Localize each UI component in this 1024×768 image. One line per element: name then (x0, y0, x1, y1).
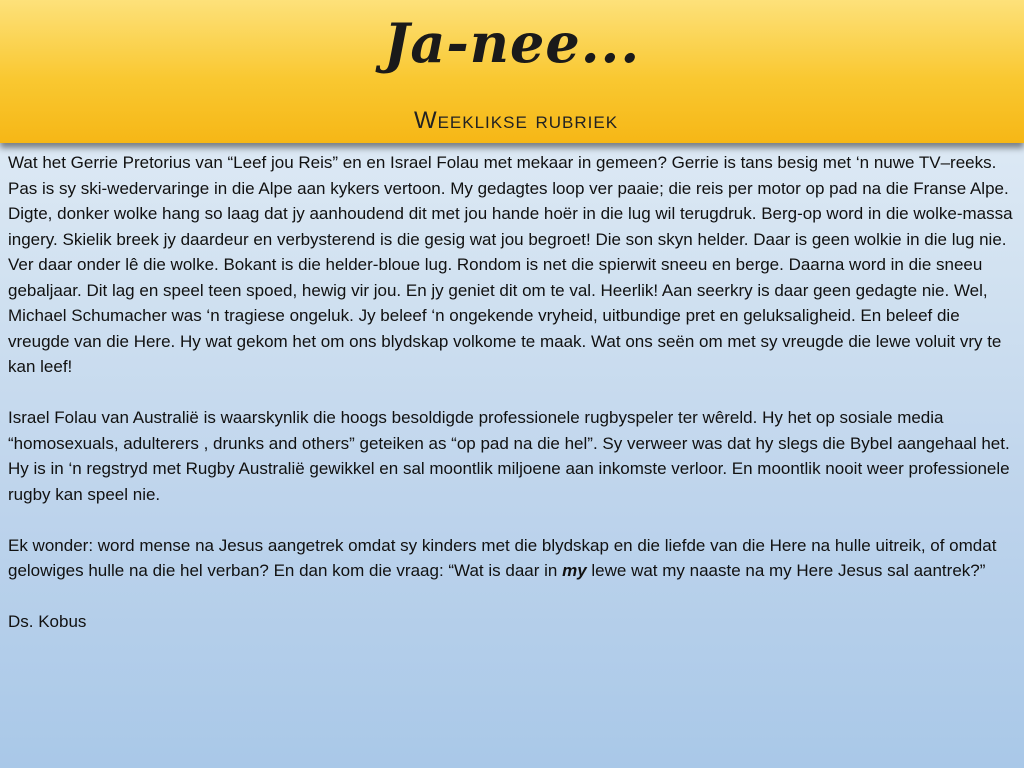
page-subtitle: Weeklikse rubriek (413, 107, 619, 134)
paragraph-2: Israel Folau van Australië is waarskynlik die hoogs besoldigde professionele rugbyspeler ter wêreld. Hy het op sosiale media “homosexuals, adulterers , drunks and others” geteiken as “op pad na die hel”. Sy verweer was dat hy slegs die Bybel aangehaal het. Hy is in ‘n regstryd met Rugby Australië gewikkel en sal moontlik miljoene aan inkomste verloor. En moontlik nooit weer professionele rugby kan speel nie. (8, 408, 1010, 504)
emphasis-word: my (562, 561, 587, 580)
page-title: Ja-nee... (383, 11, 641, 75)
paragraph-3-start: Ek wonder: word mense na Jesus aangetrek omdat sy kinders met die blydskap en die liefde van die Here na hulle uitreik, of omdat gelowiges hulle na die hel verban? En dan kom die vraag: “Wat is daar in (8, 535, 997, 580)
paragraph-1: Wat het Gerrie Pretorius van “Leef jou Reis” en en Israel Folau met mekaar in gemeen? Gerrie is tans besig met ‘n nuwe TV–reeks. Pas is sy ski-wedervaringe in die Alpe aan kykers vertoon. My gedagtes loop ver paaie; die reis per motor op pad na die Franse Alpe. Digte, donker wolke hang so laag dat jy aanhoudend dit met jou hande hoër in die lug wil terugdruk. Berg-op word in die wolke-massa ingery. Skielik breek jy daardeur en verbysterend is die gesig wat jou begroet! Die son skyn helder. Daar is geen wolkie in die lug nie. Ver daar onder lê die wolke. Bokant is die helder-bloue lug. Rondom is net die spierwit sneeu en berge. Daarna word in die sneeu gebaljaar. Dit lag en speel teen spoed, hewig vir jou. En jy geniet dit om te val. Heerlik! Aan seerkry is daar geen gedagte nie. Wel, Michael Schumacher was ‘n tragiese ongeluk. Jy beleef ‘n ongekende vryheid, uitbundige pret en geluksaligheid. En beleef die vreugde van die Here. Hy wat gekom het om ons blydskap volkome te maak. Wat ons seën om met sy vreugde die lewe voluit vry te kan leef! (8, 153, 1013, 376)
article-body (8, 150, 1020, 635)
paragraph-3-end: lewe wat my naaste na my Here Jesus sal aantrek?” (586, 561, 986, 580)
header-banner (0, 0, 1024, 143)
signature: Ds. Kobus (8, 612, 87, 631)
paragraph-3 (8, 533, 1020, 584)
